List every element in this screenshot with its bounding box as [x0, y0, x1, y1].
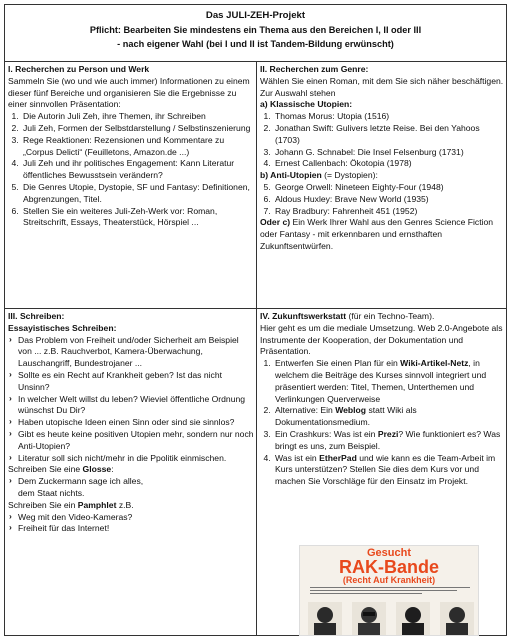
list-item: › Sollte es ein Recht auf Krankheit geben? Ist das nicht Unsinn?: [18, 370, 254, 394]
page-title: Das JULI-ZEH-Projekt: [205, 10, 306, 21]
mugshot-1: [308, 602, 342, 636]
section-1: [8, 64, 254, 229]
list-item: [273, 429, 504, 453]
essay-list: [8, 335, 254, 465]
section-4-intro: Hier geht es um die mediale Umsetzung. Web 2.0-Angebote als Instrumente der Kooperation, der Dokumentation und Präsentation.: [260, 322, 503, 357]
glosse-label: Glosse: [82, 464, 112, 475]
list-item: 4. Ernest Callenbach: Ökotopia (1978): [273, 158, 504, 170]
item-keyword: Weblog: [335, 405, 367, 416]
classic-utopias-list: [260, 111, 504, 170]
list-item: › Dem Zuckermann sage ich alles,: [18, 476, 254, 488]
glosse-list: [8, 476, 254, 488]
item-text: Alternative: Ein: [275, 405, 336, 416]
item-keyword: Wiki-Artikel-Netz: [400, 358, 469, 369]
poster-fine-print: [310, 587, 470, 597]
list-item: › In welcher Welt willst du leben? Wieviel öffentliche Ordnung wünschst Du Dir?: [18, 394, 254, 418]
item-keyword: Prezi: [377, 428, 399, 439]
option-c: [260, 217, 504, 252]
mugshot-3: [396, 602, 430, 636]
poster-subtitle: (Recht Auf Krankheit): [342, 575, 436, 585]
item-text: , in welchem die Beiträge des Kurses sinnvoll integriert und präsentiert werden: Titel, Themen, Unterthemen und Verlinkungen Querverweise: [275, 358, 487, 404]
header-line-2: Pflicht: Bearbeiten Sie mindestens ein Thema aus den Bereichen I, II oder III: [89, 25, 422, 35]
section-2-title: II. Recherchen zum Genre:: [260, 64, 369, 74]
list-item: › Weg mit den Video-Kameras?: [18, 512, 254, 524]
list-item: [273, 358, 504, 405]
pamphlet-suffix: z.B.: [116, 499, 134, 510]
section-4-title: IV. Zukunftswerkstatt: [260, 311, 347, 321]
section-4-heading: [260, 311, 504, 323]
list-item: 1. Thomas Morus: Utopia (1516): [273, 111, 504, 123]
poster-gesucht: Gesucht: [366, 547, 411, 559]
worksheet: [4, 4, 509, 636]
section-1-title: I. Recherchen zu Person und Werk: [8, 64, 150, 74]
glosse-continuation: dem Staat nichts.: [18, 487, 85, 498]
list-item: [273, 405, 504, 429]
pamphlet-heading: [8, 500, 254, 512]
pamphlet-prefix: Schreiben Sie ein: [8, 499, 78, 510]
poster-mugshots: [306, 602, 474, 636]
list-item: 3. Johann G. Schnabel: Die Insel Felsenburg (1731): [273, 147, 504, 159]
anti-utopias-suffix: (= Dystopien):: [321, 170, 378, 181]
pamphlet-list: [8, 512, 254, 536]
section-3: [8, 311, 254, 535]
section-4-list: [260, 358, 504, 488]
list-item: 2. Jonathan Swift: Gulivers letzte Reise. Bei den Yahoos (1703): [273, 123, 504, 147]
classic-utopias-label: a) Klassische Utopien:: [260, 99, 353, 110]
list-item: 2. Juli Zeh, Formen der Selbstdarstellung / Selbstinszenierung: [21, 123, 254, 135]
list-item: 7. Ray Bradbury: Fahrenheit 451 (1952): [273, 206, 504, 218]
list-item: 4. Juli Zeh und ihr politisches Engagement: Kann Literatur öffentliches Bewusstsein verändern?: [21, 158, 254, 182]
item-text: Entwerfen Sie einen Plan für ein: [275, 358, 401, 369]
list-item: 1. Die Autorin Juli Zeh, ihre Themen, ihr Schreiben: [21, 111, 254, 123]
glosse-suffix: :: [111, 464, 114, 475]
list-item: › Haben utopische Ideen einen Sinn oder sind sie sinnlos?: [18, 417, 254, 429]
pamphlet-label: Pamphlet: [77, 499, 117, 510]
row-divider: [5, 308, 506, 309]
mugshot-2: [352, 602, 386, 636]
header-line-3: - nach eigener Wahl (bei I und II ist Tandem-Bildung erwünscht): [117, 39, 394, 49]
anti-utopias-heading: [260, 170, 504, 182]
item-text: und wie kann es die Team-Arbeit im Kurs unterstützen? Stellen Sie dies dem Kurs vor und machen Sie Vorschläge für den Einsatz im Projekt.: [275, 452, 496, 487]
section-4-title-suffix: (für ein Techno-Team).: [346, 311, 435, 321]
list-item: 3. Rege Reaktionen: Rezensionen und Kommentare zu „Corpus Delicti“ (Feuilletons, Amazon.de ...): [21, 135, 254, 159]
column-divider: [256, 62, 257, 635]
section-2: [260, 64, 504, 253]
section-1-list: [8, 111, 254, 229]
list-item: › Das Problem von Freiheit und/oder Sicherheit am Beispiel von ... z.B. Rauchverbot, Kamera-Überwachung, Lauschangriff, Bundestrojaner ...: [18, 335, 254, 370]
section-1-intro: Sammeln Sie (wo und wie auch immer) Informationen zu einem dieser fünf Bereiche und organisieren Sie die Ergebnisse zu einer sinnvollen Präsentation:: [8, 75, 250, 110]
list-item: 6. Aldous Huxley: Brave New World (1935): [273, 194, 504, 206]
item-text: Ein Crashkurs: Was ist ein: [275, 428, 378, 439]
item-text: statt Wiki als Dokumentationsmedium.: [275, 405, 417, 428]
poster-title: RAK-Bande: [338, 557, 439, 577]
list-item: 6. Stellen Sie ein weiteres Juli-Zeh-Werk vor: Roman, Streitschrift, Essays, Theaterstück, Hörspiel ...: [21, 206, 254, 230]
essay-label: Essayistisches Schreiben:: [8, 322, 117, 333]
anti-utopias-label: b) Anti-Utopien: [260, 170, 322, 181]
list-item: › Freiheit für das Internet!: [18, 523, 254, 535]
list-item: 5. George Orwell: Nineteen Eighty-Four (1948): [273, 182, 504, 194]
glosse-prefix: Schreiben Sie eine: [8, 464, 83, 475]
list-item: [273, 453, 504, 488]
item-text: ? Wie funktioniert es? Was bringt es uns, zum Beispiel.: [275, 428, 501, 451]
list-item: 5. Die Genres Utopie, Dystopie, SF und Fantasy: Definitionen, Abgrenzungen, Titel.: [21, 182, 254, 206]
mugshot-4: [440, 602, 474, 636]
section-3-title: III. Schreiben:: [8, 311, 65, 321]
list-item: › Gibt es heute keine positiven Utopien mehr, sondern nur noch Anti-Utopien?: [18, 429, 254, 453]
option-c-text: Ein Werk Ihrer Wahl aus den Genres Science Fiction oder Fantasy - mit erkennbaren und ernsthaften Zukunftsentwürfen.: [260, 217, 494, 251]
anti-utopias-list: [260, 182, 504, 217]
section-4: [260, 311, 504, 488]
list-item: › Literatur soll sich nicht/mehr in die Ppolitik einmischen.: [18, 453, 254, 465]
item-keyword: EtherPad: [319, 452, 357, 463]
section-2-intro: Wählen Sie einen Roman, mit dem Sie sich näher beschäftigen. Zur Auswahl stehen: [260, 75, 504, 98]
option-c-label: Oder c): [260, 217, 291, 228]
wanted-poster-image: [299, 545, 479, 636]
header-box: [4, 4, 507, 62]
glosse-heading: [8, 464, 254, 476]
item-text: Was ist ein: [275, 452, 320, 463]
